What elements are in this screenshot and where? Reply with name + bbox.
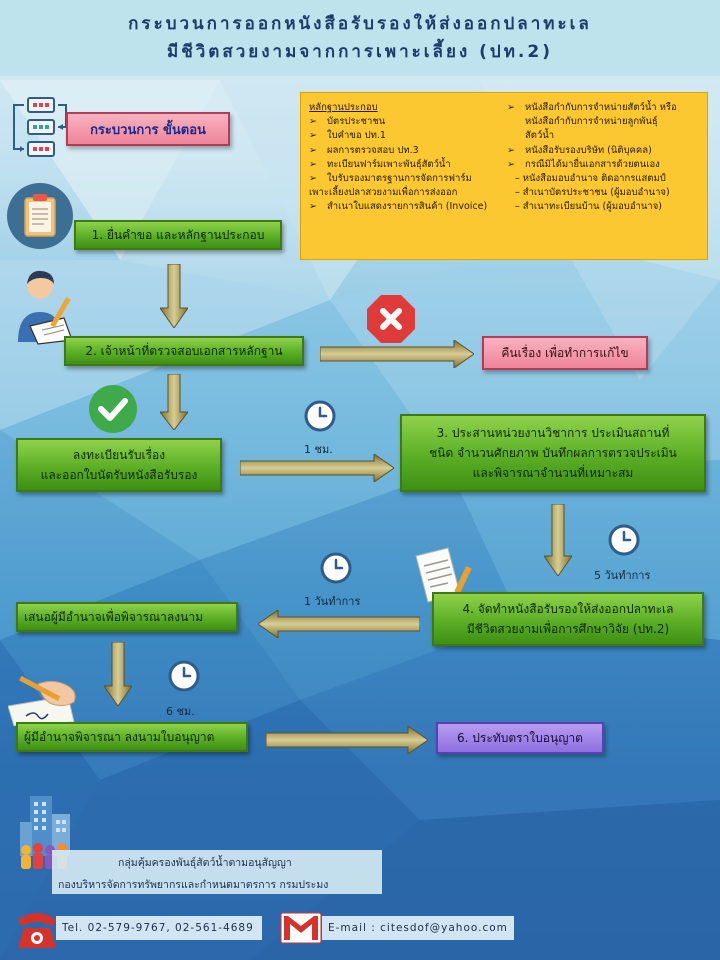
time-label-3: 1 วันทำการ [304,595,361,608]
required-documents-box [300,92,708,260]
step2-box: 2. เจ้าหน้าที่ตรวจสอบเอกสารหลักฐาน [64,336,304,366]
step3-line-3: และพิจารณาจำนวนที่เหมาะสม [472,466,634,480]
down-arrow [544,504,572,576]
step6-box: 6. ประทับตราใบอนุญาต [436,722,604,754]
title-line-2: มีชีวิตสวยงามจากการเพาะเลี้ยง (ปท.2) [167,42,553,62]
document-item: กรณีมิได้มายื่นเอกสารด้วยตนเอง [525,158,660,170]
check-arrow-icon: ➢ [309,201,317,213]
reject-icon [366,294,416,344]
document-item: สัตว์น้ำ [525,130,555,142]
register-box [16,438,222,492]
register-line-2: และออกใบนัดรับหนังสือรับรอง [40,468,198,482]
title-banner [0,0,720,76]
document-item: หนังสือกำกับการจำหน่ายลูกพันธุ์ [525,116,658,128]
document-item: – หนังสือมอบอำนาจ ติดอากรแสตมป์ [515,173,666,185]
down-arrow [104,642,132,706]
right-arrow [266,726,428,754]
title-line-1: กระบวนการออกหนังสือรับรองให้ส่งออกปลาทะเล [128,14,592,34]
left-arrow [258,610,420,638]
organization-box [52,850,382,894]
return-box: คืนเรื่อง เพื่อทำการแก้ไข [482,336,648,370]
process-list-icon [8,96,70,160]
check-arrow-icon: ➢ [309,116,317,128]
time-label-2: 5 วันทำการ [594,569,651,582]
check-arrow-icon: ➢ [309,158,317,170]
time-label-1: 1 ชม. [304,443,333,456]
register-line-1: ลงทะเบียนรับเรื่อง [72,448,166,462]
process-label: กระบวนการ ขั้นตอน [66,112,230,146]
organization-line-2: กองบริหารจัดการทรัพยากรและกำหนดมาตรการ กรมประมง [58,879,329,891]
clock-icon [168,660,200,692]
down-arrow [160,264,188,328]
step4-line-2: มีชีวิตสวยงามเพื่อการศึกษาวิจัย (ปท.2) [466,622,670,636]
phone-icon [14,906,60,950]
document-item: – สำเนาบัตรประชาชน (ผู้มอบอำนาจ) [515,187,670,199]
sign-box: ผู้มีอำนาจพิจารณา ลงนามใบอนุญาต [16,722,248,752]
check-arrow-icon: ➢ [507,102,515,113]
document-item: ทะเบียนฟาร์มเพาะพันธุ์สัตว์น้ำ [327,158,451,170]
right-arrow [320,340,474,368]
person-writing-icon [14,268,76,346]
clipboard-icon [6,182,74,250]
step1-box: 1. ยื่นคำขอ และหลักฐานประกอบ [74,220,282,250]
propose-box: เสนอผู้มีอำนาจเพื่อพิจารณาลงนาม [16,602,238,632]
check-arrow-icon: ➢ [309,144,317,156]
clock-icon [608,524,640,556]
clock-icon [320,552,352,584]
document-item-wrap: เพาะเลี้ยงปลาสวยงามเพื่อการส่งออก [309,187,458,199]
step3-line-1: 3. ประสานหน่วยงานวิชาการ ประเมินสถานที่ [436,426,670,440]
document-item: ใบคำขอ ปท.1 [327,130,386,142]
email-address[interactable]: E-mail : citesdof@yahoo.com [322,916,514,940]
document-item: หนังสือกำกับการจำหน่ายสัตว์น้ำ หรือ [525,102,677,113]
mail-icon [280,912,322,944]
document-item: หนังสือรับรองบริษัท (นิติบุคคล) [525,144,652,156]
document-item: สำเนาใบแสดงรายการสินค้า (Invoice) [327,201,488,213]
document-item: – สำเนาทะเบียนบ้าน (ผู้มอบอำนาจ) [515,201,662,213]
hand-signing-icon [8,676,86,726]
clock-icon [304,400,336,432]
down-arrow [160,374,188,430]
check-arrow-icon: ➢ [309,173,317,185]
step4-line-1: 4. จัดทำหนังสือรับรองให้ส่งออกปลาทะเล [462,602,674,616]
step4-box [432,592,704,646]
organization-line-1: กลุ่มคุ้มครองพันธุ์สัตว์น้ำตามอนุสัญญา [118,857,292,869]
check-arrow-icon: ➢ [309,130,317,142]
right-arrow [240,454,394,482]
step3-box [400,414,706,492]
documents-heading: หลักฐานประกอบ [309,102,378,113]
phone-number: Tel. 02-579-9767, 02-561-4689 [56,916,262,940]
document-item: ใบรับรองมาตรฐานการจัดการฟาร์ม [327,173,472,185]
time-label-4: 6 ชม. [166,705,195,718]
check-arrow-icon: ➢ [507,158,515,170]
step3-line-2: ชนิด จำนวนศักยภาพ บันทึกผลการตรวจประเมิน [429,446,677,460]
approve-icon [88,384,138,434]
document-item: ผลการตรวจสอบ ปท.3 [327,144,419,156]
check-arrow-icon: ➢ [507,144,515,156]
document-item: บัตรประชาชน [327,116,386,128]
